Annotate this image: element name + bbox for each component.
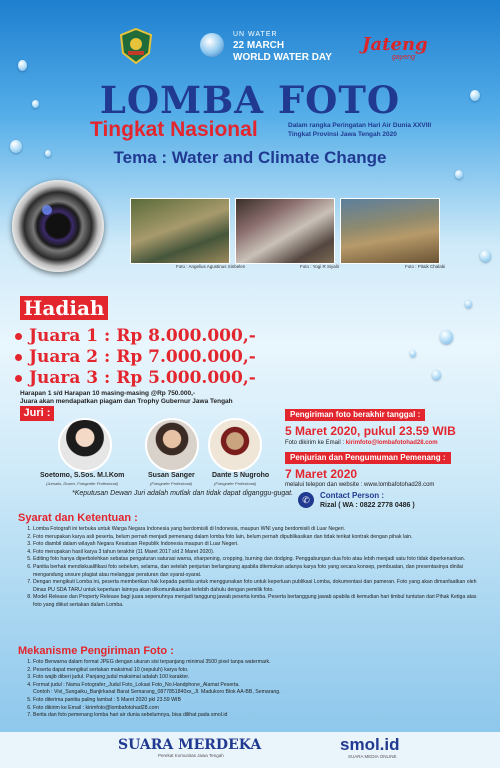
- jury-role: (Fotografer Profesional): [214, 481, 257, 486]
- water-drop-decoration: [410, 350, 416, 357]
- terms-list: [20, 526, 478, 610]
- list-item: 6. Panitia berhak mendiskualifikasi foto sebelum, selama, dan setelah penjurian berlangsung apabila ditemukan adanya karya foto yang secara konsep, pembuatan, dan presentasinya dinilai mengandung unsure plagiat atau melanggar peraturan dan syarat-syarat.: [33, 564, 478, 579]
- list-item: 2. Peserta dapat mengikut sertakan maksimal 10 (sepuluh) karya foto.: [33, 667, 478, 675]
- jury-name: Susan Sanger: [148, 472, 195, 479]
- sample-photo-3: [340, 198, 440, 264]
- terms-heading: Syarat dan Ketentuan :: [18, 512, 138, 524]
- list-item: 6. Foto dikirim ke Email : kirimfoto@lombafotohad28.com: [33, 705, 478, 713]
- water-drop-decoration: [18, 60, 27, 71]
- context-text: [288, 121, 431, 139]
- contact-label: Contact Person :: [320, 491, 385, 500]
- list-item: 1. Lomba Fotografi ini terbuka untuk Warga Negara Indonesia yang berdomisili di Indonesia, maupun WNI yang berdomisili di Luar Negeri.: [33, 526, 478, 534]
- announcement-info[interactable]: melalui telepon dan website : www.lombafotohad28.com: [285, 482, 435, 488]
- photo-credit: Foto : Pitaik Chalabi: [405, 264, 446, 269]
- water-drop-decoration: [480, 250, 491, 262]
- subtitle: Tingkat Nasional: [90, 118, 258, 141]
- list-item: 5. Foto diterima panitia paling lambat : 5 Maret 2020 pkl 23.59 WIB: [33, 697, 478, 705]
- lens-glint: [42, 205, 52, 215]
- un-water-label: UN WATER: [233, 31, 278, 38]
- email-link[interactable]: kirimfoto@lombafotohad28.com: [345, 440, 438, 446]
- jury-role: (Jurnalis, Dosen, Fotografer Profesional): [46, 481, 119, 486]
- suara-merdeka-logo: SUARA MERDEKA: [118, 737, 262, 753]
- jury-note: *Keputusan Dewan Juri adalah mutlak dan tidak dapat diganggu-gugat.: [72, 490, 294, 497]
- prize-label: Juara 3 : Rp 5.000.000,-: [29, 368, 256, 388]
- email-prefix: Foto dikirim ke Email :: [285, 440, 346, 446]
- bullet-icon: [15, 354, 22, 361]
- world-water-day-globe-icon: [200, 33, 224, 57]
- sample-photo-1: [130, 198, 230, 264]
- prize-heading: Hadiah: [20, 296, 108, 320]
- mechanism-heading: Mekanisme Pengiriman Foto :: [18, 645, 174, 657]
- context-line: Tingkat Provinsi Jawa Tengah 2020: [288, 131, 397, 138]
- list-item: 5. Editing foto hanya diperbolehkan sebatas pengaturan saturasi warna, sharpening, cropping, burning dan dodging. Penggabungan dua foto atau lebih menjadi satu foto tidak diperkenankan.: [33, 556, 478, 564]
- prize-item: [15, 368, 256, 388]
- list-item: 7. Dengan mengikuti Lomba ini, peserta memberikan hak kepada panitia untuk menggunakan foto untuk keperluan publikasi Lomba, dokumentasi dan pameran. Foto yang akan dimanfaatkan oleh Dinas PU SDA TARU untuk keperluan lainnya akan dikomunikasikan terlebih dahulu dengan pemilik foto.: [33, 579, 478, 594]
- bullet-icon: [15, 375, 22, 382]
- jury-heading: Juri :: [20, 406, 54, 421]
- phone-icon: ✆: [298, 492, 314, 508]
- jury-name: Dante S Nugroho: [212, 472, 270, 479]
- list-item: 1. Foto Berwarna dalam format JPEG dengan ukuran sisi terpanjang minimal 3500 pixel tanpa watermark.: [33, 659, 478, 667]
- list-item-text: Format judul : Nama Fotografer_Judul Foto_Lokasi Foto_No.Handphone_Alamat Peserta.: [33, 681, 240, 688]
- avatar: [208, 418, 262, 472]
- water-drop-decoration: [432, 370, 441, 380]
- announcement-label: Penjurian dan Pengumuman Pemenang :: [285, 452, 451, 464]
- prize-label: Juara 1 : Rp 8.000.000,-: [29, 326, 256, 346]
- water-drop-decoration: [465, 300, 472, 308]
- prize-note: Juara akan mendapatkan piagam dan Trophy Gubernur Jawa Tengah: [20, 398, 233, 405]
- sample-photo-2: [235, 198, 335, 264]
- wwd-date: 22 MARCH: [233, 40, 285, 51]
- mechanism-list: [20, 659, 478, 720]
- prize-item: [15, 326, 256, 346]
- deadline-email-line: [285, 440, 438, 446]
- prize-note: Harapan 1 s/d Harapan 10 masing-masing @Rp 750.000,-: [20, 390, 196, 397]
- deadline-label: Pengiriman foto berakhir tanggal :: [285, 409, 425, 421]
- list-item: 7. Berita dan foto pemenang lomba hari air dunia sebelumnya, bisa dilihat pada smol.id: [33, 712, 478, 720]
- list-item: 8. Model Release dan Property Release bagi juara sepenuhnya menjadi tanggung jawab peserta lomba. Peserta bertanggung jawab apabila di kemudian hari timbul tuntutan dari Pihak Ketiga atas foto yang diikut sertakan dalam Lomba.: [33, 594, 478, 609]
- bullet-icon: [15, 333, 22, 340]
- prize-label: Juara 2 : Rp 7.000.000,-: [29, 347, 256, 367]
- deadline-value: 5 Maret 2020, pukul 23.59 WIB: [285, 424, 456, 438]
- smol-id-tagline: SUARA MEDIA ONLINE: [348, 754, 397, 759]
- wwd-name: WORLD WATER DAY: [233, 52, 332, 63]
- water-drop-decoration: [455, 170, 463, 179]
- theme-heading: Tema : Water and Climate Change: [113, 148, 387, 167]
- list-item: 3. Foto wajib diberi judul. Panjang judul maksimal adalah 100 karakter.: [33, 674, 478, 682]
- gayeng-logo-text: gayeng: [392, 54, 415, 61]
- prize-item: [15, 347, 256, 367]
- suara-merdeka-tagline: Perekat Komunitas Jawa Tengah: [158, 753, 224, 758]
- jateng-gayeng-logo: Jateng: [362, 34, 428, 55]
- central-java-crest-icon: [118, 27, 154, 65]
- list-item: 2. Foto merupakan karya asli peserta, belum pernah menjadi pemenang dalam lomba foto lain, belum pernah dipublikasikan dan tidak terikat kontrak dengan pihak lain.: [33, 534, 478, 542]
- photo-credit: Foto : Angelius Agustinus Sinbelen: [176, 264, 246, 269]
- camera-lens-icon: [12, 180, 104, 272]
- announcement-value: 7 Maret 2020: [285, 467, 358, 481]
- jury-role: (Fotografer Profesional): [150, 481, 193, 486]
- photo-credit: Foto : Yogi R Siyalir: [300, 264, 340, 269]
- list-item: 3. Foto diambil dalam wilayah Negara Kesatuan Republik Indonesia maupun di Luar Negeri.: [33, 541, 478, 549]
- contact-value[interactable]: Rizal ( WA : 0822 2778 0486 ): [320, 502, 415, 509]
- format-example: Contoh : Vivi_Sungaiku_Banjirkanal Barat Semarang_0877851840xx_Jl. Madukoro Blok AA-BB, Semarang.: [33, 689, 281, 696]
- water-drop-decoration: [440, 330, 453, 344]
- context-line: Dalam rangka Peringatan Hari Air Dunia XXVIII: [288, 122, 432, 129]
- list-item: 4. Foto merupakan hasil karya 3 tahun terakhir (11 Maret 2017 s/d 2 Maret 2020).: [33, 549, 478, 557]
- avatar: [145, 418, 199, 472]
- smol-id-logo: smol.id: [340, 735, 400, 754]
- page-title: LOMBA FOTO: [99, 78, 401, 122]
- list-item: [33, 682, 478, 697]
- jury-name: Soetomo, S.Sos. M.I.Kom: [40, 472, 125, 479]
- avatar: [58, 418, 112, 472]
